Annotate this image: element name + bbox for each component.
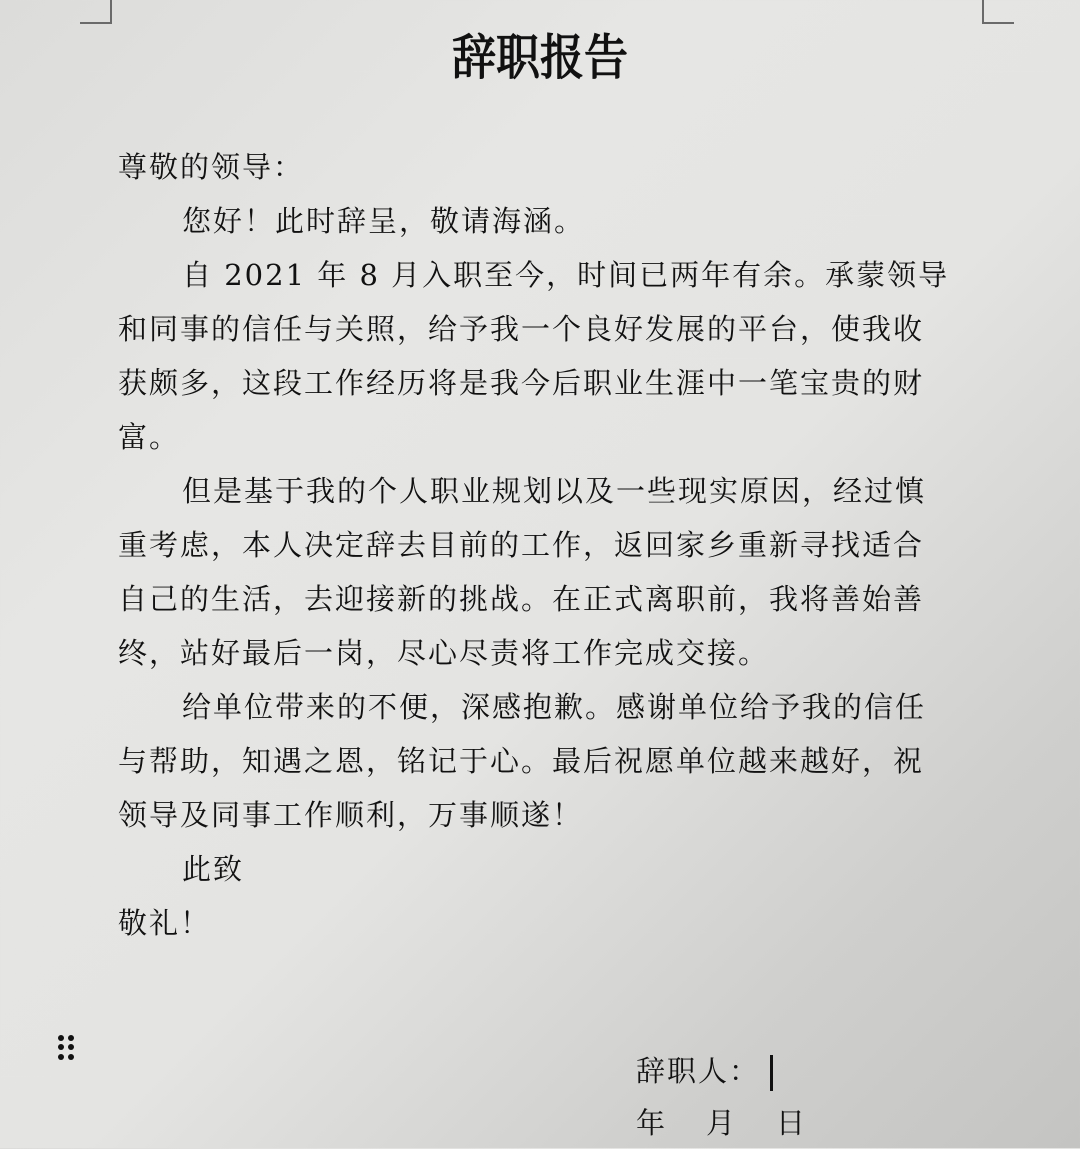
paragraph-1-line-1: 您好！此时辞呈，敬请海涵。 [182, 204, 586, 238]
paragraph-2-line-4: 富。 [118, 420, 181, 454]
date-month: 月 [706, 1106, 738, 1140]
closing-line-1: 此致 [182, 852, 245, 886]
date-line [636, 1097, 807, 1149]
paragraph-2-line-3: 获颇多，这段工作经历将是我今后职业生涯中一笔宝贵的财 [118, 366, 925, 400]
document-title: 辞职报告 [452, 30, 628, 87]
paragraph-3-line-4: 终，站好最后一岗，尽心尽责将工作完成交接。 [118, 636, 770, 670]
paragraph-3-line-1: 但是基于我的个人职业规划以及一些现实原因，经过慎 [182, 474, 927, 508]
signature-label: 辞职人： [636, 1054, 761, 1088]
salutation: 尊敬的领导： [118, 150, 305, 184]
paragraph-3-line-3: 自己的生活，去迎接新的挑战。在正式离职前，我将善始善 [118, 582, 925, 616]
paragraph-4-line-2: 与帮助，知遇之恩，铭记于心。最后祝愿单位越来越好，祝 [118, 744, 925, 778]
paragraph-4-line-1: 给单位带来的不便，深感抱歉。感谢单位给予我的信任 [182, 690, 927, 724]
drag-handle-icon[interactable] [58, 1035, 76, 1061]
text-cursor[interactable] [770, 1055, 773, 1091]
signature-block [636, 1045, 807, 1149]
paragraph-4-line-3: 领导及同事工作顺利，万事顺遂！ [118, 798, 584, 832]
paragraph-2-line-2: 和同事的信任与关照，给予我一个良好发展的平台，使我收 [118, 312, 925, 346]
paragraph-3-line-2: 重考虑，本人决定辞去目前的工作，返回家乡重新寻找适合 [118, 528, 925, 562]
date-day: 日 [776, 1106, 808, 1140]
closing-line-2: 敬礼！ [118, 906, 212, 940]
paragraph-2-line-1: 自 2021 年 8 月入职至今，时间已两年有余。承蒙领导 [182, 258, 950, 292]
document-body[interactable] [118, 140, 978, 950]
date-year: 年 [636, 1106, 668, 1140]
